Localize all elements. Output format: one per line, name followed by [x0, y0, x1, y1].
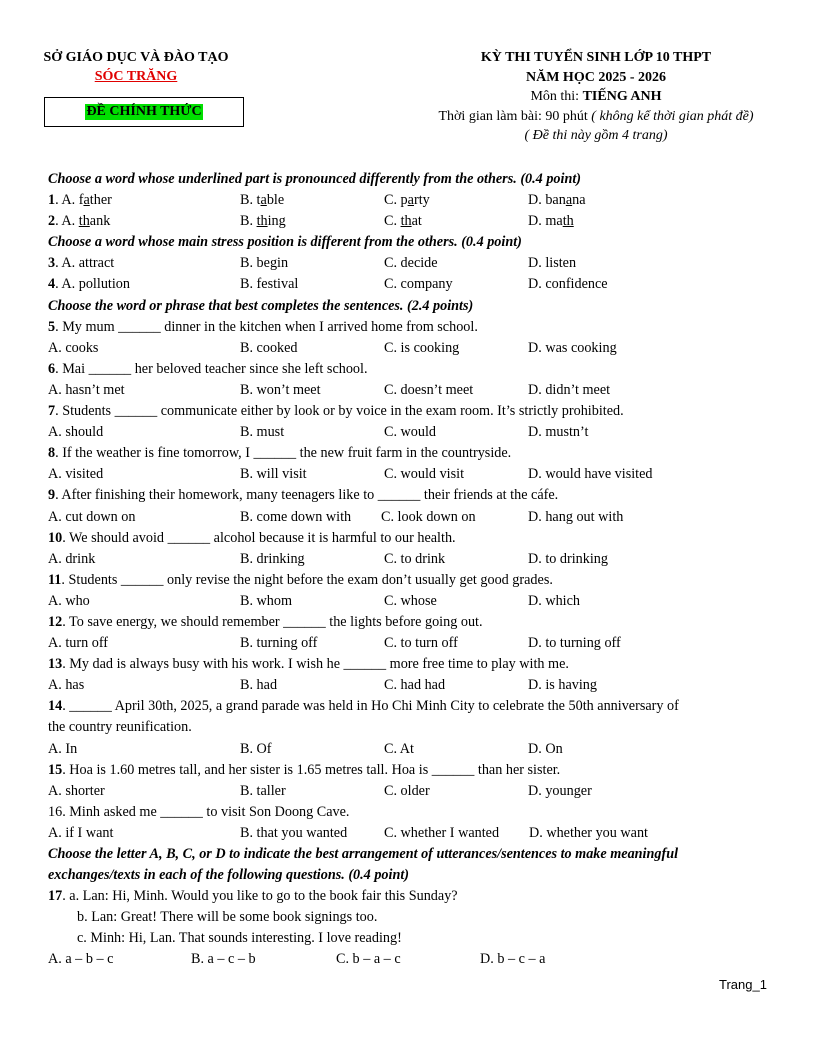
q9-option-b: B. come down with: [240, 508, 352, 525]
q12-option-a: A. turn off: [48, 635, 109, 652]
question-2: [48, 211, 778, 232]
header-right: [396, 48, 796, 146]
q1-option-d: D. banana: [528, 192, 586, 209]
q2-option-d: D. math: [528, 213, 574, 230]
q3-option-b: B. begin: [240, 255, 289, 272]
exam-title: KỲ THI TUYỂN SINH LỚP 10 THPT: [480, 50, 712, 65]
q10-option-b: B. drinking: [240, 550, 305, 567]
section-completion: Choose the word or phrase that best completes the sentences. (2.4 points): [48, 297, 474, 314]
q17-option-c: C. b – a – c: [336, 951, 401, 968]
time-label: Thời gian làm bài: 90 phút: [438, 108, 592, 124]
q9-option-a: A. cut down on: [48, 508, 136, 525]
question-11-stem: 11. Students ______ only revise the night before the exam don’t usually get good grades.: [48, 571, 553, 588]
q8-option-d: D. would have visited: [528, 466, 653, 483]
question-10-stem: 10. We should avoid ______ alcohol because it is harmful to our health.: [48, 529, 456, 546]
q4-option-c: C. company: [384, 276, 453, 293]
q16-option-d: D. whether you want: [529, 824, 648, 841]
q14-option-a: A. In: [48, 740, 78, 757]
question-16-options: [48, 823, 778, 844]
q9-option-c: C. look down on: [381, 508, 476, 525]
q7-option-d: D. mustn’t: [528, 424, 589, 441]
question-9-options: [48, 507, 778, 528]
subject-label: Môn thi:: [530, 89, 583, 104]
q2-option-a: 2. A. thank: [48, 213, 111, 230]
q14-option-d: D. On: [528, 740, 563, 757]
question-5-options: [48, 338, 778, 359]
q13-option-c: C. had had: [384, 677, 446, 694]
question-17-line-a: 17. a. Lan: Hi, Minh. Would you like to go to the book fair this Sunday?: [48, 888, 458, 905]
question-6-options: [48, 380, 778, 401]
q13-option-b: B. had: [240, 677, 278, 694]
q4-option-b: B. festival: [240, 276, 299, 293]
q11-option-b: B. whom: [240, 592, 293, 609]
q12-option-c: C. to turn off: [384, 635, 458, 652]
question-17-line-b: b. Lan: Great! There will be some book signings too.: [77, 909, 378, 926]
q16-option-a: A. if I want: [48, 824, 114, 841]
q17-option-d: D. b – c – a: [480, 951, 546, 968]
q5-option-a: A. cooks: [48, 339, 99, 356]
q9-option-d: D. hang out with: [528, 508, 624, 525]
page-number: Trang_1: [719, 977, 767, 992]
q15-option-a: A. shorter: [48, 782, 105, 799]
subject-name: TIẾNG ANH: [582, 89, 662, 104]
time-note: ( không kể thời gian phát đề): [591, 108, 754, 124]
school-year: NĂM HỌC 2025 - 2026: [526, 69, 666, 85]
official-exam-box: [44, 97, 244, 127]
q6-option-a: A. hasn’t met: [48, 381, 125, 398]
q7-option-a: A. should: [48, 424, 104, 441]
q11-option-a: A. who: [48, 592, 90, 609]
q1-option-b: B. table: [240, 192, 285, 209]
header-left: [36, 48, 236, 86]
q5-option-b: B. cooked: [240, 339, 298, 356]
question-17-options: [48, 949, 778, 970]
question-14-options: [48, 739, 778, 760]
q8-option-c: C. would visit: [384, 466, 465, 483]
q3-option-c: C. decide: [384, 255, 438, 272]
q8-option-b: B. will visit: [240, 466, 307, 483]
q13-option-d: D. is having: [528, 677, 597, 694]
q15-option-c: C. older: [384, 782, 430, 799]
question-13-stem: 13. My dad is always busy with his work. I wish he ______ more free time to play with me.: [48, 656, 569, 673]
q6-option-d: D. didn’t meet: [528, 381, 611, 398]
question-15-stem: 15. Hoa is 1.60 metres tall, and her sister is 1.65 metres tall. Hoa is ______ than her sister.: [48, 761, 561, 778]
q17-option-b: B. a – c – b: [191, 951, 256, 968]
question-3: [48, 253, 778, 274]
question-10-options: [48, 549, 778, 570]
q2-option-c: C. that: [384, 213, 422, 230]
q16-option-b: B. that you wanted: [240, 824, 348, 841]
q6-option-c: C. doesn’t meet: [384, 381, 474, 398]
q10-option-c: C. to drink: [384, 550, 446, 567]
q7-option-b: B. must: [240, 424, 285, 441]
q14-option-c: C. At: [384, 740, 414, 757]
q1-option-a: 1. A. father: [48, 192, 112, 209]
q5-option-c: C. is cooking: [384, 339, 460, 356]
question-17-line-c: c. Minh: Hi, Lan. That sounds interesting. I love reading!: [77, 930, 402, 947]
question-15-options: [48, 781, 778, 802]
question-5-stem: 5. My mum ______ dinner in the kitchen when I arrived home from school.: [48, 318, 478, 335]
question-6-stem: 6. Mai ______ her beloved teacher since she left school.: [48, 360, 368, 377]
q12-option-d: D. to turning off: [528, 635, 621, 652]
q7-option-c: C. would: [384, 424, 437, 441]
question-9-stem: 9. After finishing their homework, many teenagers like to ______ their friends at the cáfe.: [48, 487, 559, 504]
q13-option-a: A. has: [48, 677, 85, 694]
q16-option-c: C. whether I wanted: [384, 824, 500, 841]
q12-option-b: B. turning off: [240, 635, 318, 652]
question-4: [48, 274, 778, 295]
q11-option-d: D. which: [528, 592, 581, 609]
section-arrangement-1: Choose the letter A, B, C, or D to indicate the best arrangement of utterances/sentences to make meaningful: [48, 846, 679, 862]
official-exam-label: ĐỀ CHÍNH THỨC: [86, 104, 202, 119]
q15-option-d: D. younger: [528, 782, 592, 799]
q4-option-a: 4. A. pollution: [48, 276, 130, 293]
question-8-stem: 8. If the weather is fine tomorrow, I ______ the new fruit farm in the countryside.: [48, 445, 512, 462]
question-11-options: [48, 591, 778, 612]
q10-option-a: A. drink: [48, 550, 96, 567]
q3-option-d: D. listen: [528, 255, 577, 272]
question-12-options: [48, 633, 778, 654]
q8-option-a: A. visited: [48, 466, 104, 483]
q17-option-a: A. a – b – c: [48, 951, 114, 968]
q6-option-b: B. won’t meet: [240, 381, 321, 398]
pages-note-line: [396, 126, 796, 146]
question-8-options: [48, 464, 778, 485]
q11-option-c: C. whose: [384, 592, 437, 609]
section-pronunciation: Choose a word whose underlined part is pronounced differently from the others. (0.4 point): [48, 171, 582, 187]
question-14-stem: 14. ______ April 30th, 2025, a grand parade was held in Ho Chi Minh City to celebrate the 50th anniversary of: [48, 698, 679, 715]
q10-option-d: D. to drinking: [528, 550, 608, 567]
pages-note: ( Đề thi này gồm 4 trang): [524, 128, 668, 143]
subject-line: [396, 87, 796, 107]
question-14-stem-cont: the country reunification.: [48, 719, 192, 736]
q4-option-d: D. confidence: [528, 276, 608, 293]
question-16-stem: 16. Minh asked me ______ to visit Son Doong Cave.: [48, 803, 350, 820]
department-name: SỞ GIÁO DỤC VÀ ĐÀO TẠO: [43, 50, 229, 65]
q2-option-b: B. thing: [240, 213, 286, 230]
section-stress: Choose a word whose main stress position is different from the others. (0.4 point): [48, 234, 522, 251]
question-12-stem: 12. To save energy, we should remember ______ the lights before going out.: [48, 613, 483, 630]
section-arrangement-2: exchanges/texts in each of the following questions. (0.4 point): [48, 867, 410, 884]
q3-option-a: 3. A. attract: [48, 255, 115, 272]
q5-option-d: D. was cooking: [528, 339, 617, 356]
exam-content: [48, 169, 778, 971]
question-1: [48, 190, 778, 211]
province-name: SÓC TRĂNG: [94, 69, 178, 84]
question-7-options: [48, 422, 778, 443]
time-line: [396, 107, 796, 127]
q1-option-c: C. party: [384, 192, 430, 209]
question-7-stem: 7. Students ______ communicate either by look or by voice in the exam room. It’s strictly prohibited.: [48, 403, 624, 420]
q14-option-b: B. Of: [240, 740, 272, 757]
question-13-options: [48, 675, 778, 696]
q15-option-b: B. taller: [240, 782, 286, 799]
